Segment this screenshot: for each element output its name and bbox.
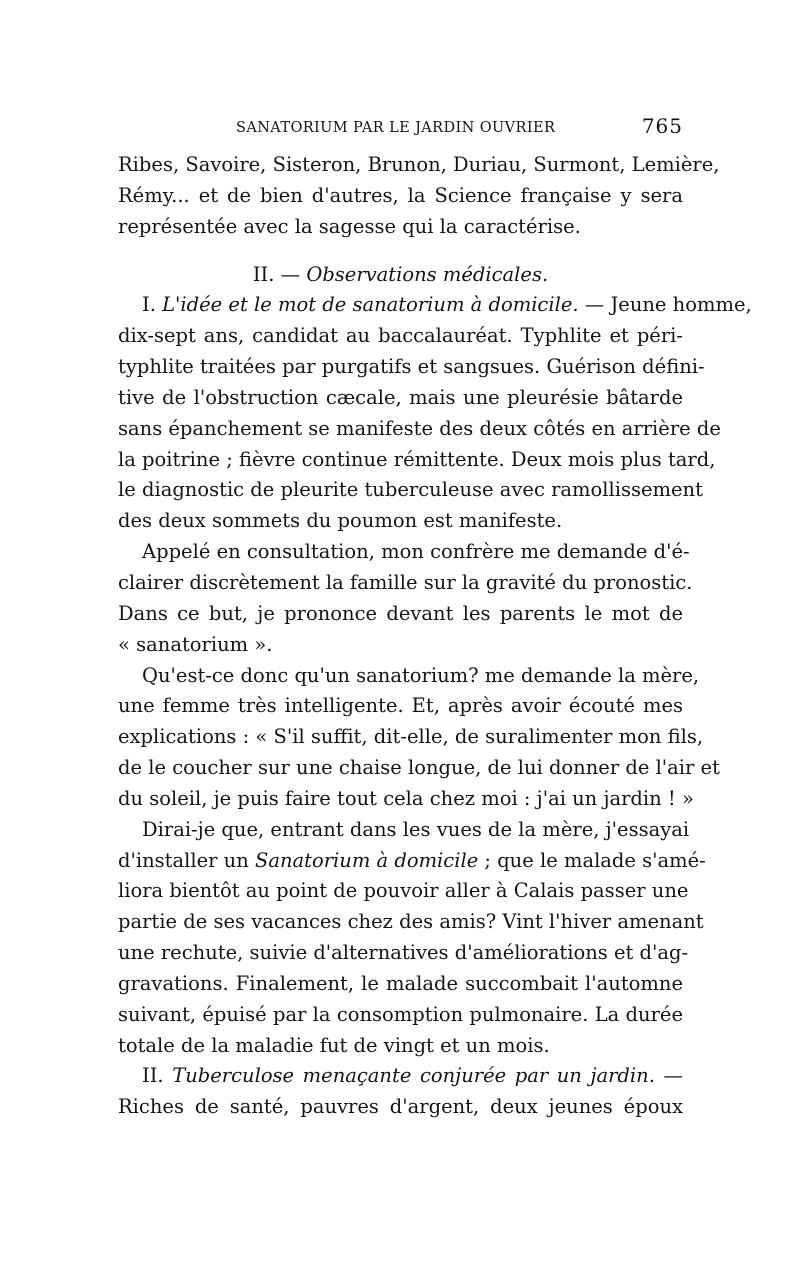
text-line: Dirai-je que, entrant dans les vues de la mère, j'essayai	[142, 817, 690, 841]
text-line: Ribes, Savoire, Sisteron, Brunon, Duriau, Surmont, Lemière,	[118, 153, 720, 176]
text-line: représentée avec la sagesse qui la caractérise.	[118, 214, 581, 238]
italic-phrase: Sanatorium à domicile	[254, 848, 479, 872]
text-line: Dans ce but, je prononce devant les parents le mot de	[118, 601, 683, 625]
text-line: de le coucher sur une chaise longue, de lui donner de l'air et	[118, 756, 720, 780]
text-line: « sanatorium ».	[118, 632, 273, 656]
text-line: une rechute, suivie d'alternatives d'améliorations et d'ag-	[118, 941, 689, 965]
text-line-with-italic	[118, 846, 706, 877]
case-1-title-line	[118, 290, 752, 321]
case-2-title-line	[118, 1061, 683, 1092]
text-line: Appelé en consultation, mon confrère me demande d'é-	[142, 540, 690, 564]
case-number: II.	[142, 1064, 173, 1088]
text-line: suivant, épuisé par la consomption pulmonaire. La durée	[118, 1002, 683, 1026]
text-line: le diagnostic de pleurite tuberculeuse avec ramollissement	[118, 478, 703, 502]
text-line: clairer discrètement la famille sur la gravité du pronostic.	[118, 570, 693, 594]
text-line: des deux sommets du poumon est manifeste.	[118, 509, 563, 533]
text-line: explications : « S'il suffit, dit-elle, de suralimenter mon fils,	[118, 725, 704, 749]
page-number: 765	[641, 114, 683, 138]
text-line: dix-sept ans, candidat au baccalauréat. Typhlite et péri-	[118, 324, 683, 348]
text-line: totale de la maladie fut de vingt et un mois.	[118, 1033, 550, 1057]
text-line: Riches de santé, pauvres d'argent, deux jeunes époux	[118, 1095, 683, 1119]
text-line: la poitrine ; fièvre continue rémittente. Deux mois plus tard,	[118, 447, 716, 471]
text-fragment: —	[654, 1064, 683, 1088]
section-number: II. —	[252, 262, 307, 286]
case-1-title: L'idée et le mot de sanatorium à domicile.	[162, 293, 579, 317]
text-line: partie de ses vacances chez des amis? Vint l'hiver amenant	[118, 910, 704, 934]
text-fragment: — Jeune homme,	[578, 293, 752, 317]
body-text	[118, 150, 752, 1123]
section-title: Observations médicales.	[306, 262, 549, 286]
case-number: I.	[142, 293, 163, 317]
text-line: une femme très intelligente. Et, après avoir écouté mes	[118, 694, 683, 718]
text-line: sans épanchement se manifeste des deux côtés en arrière de	[118, 416, 721, 440]
text-line: Qu'est-ce donc qu'un sanatorium? me demande la mère,	[142, 663, 700, 687]
text-line: liora bientôt au point de pouvoir aller à Calais passer une	[118, 879, 689, 903]
text-line: typhlite traitées par purgatifs et sangsues. Guérison défini-	[118, 355, 705, 379]
page-header	[118, 114, 683, 144]
text-line: tive de l'obstruction cæcale, mais une pleurésie bâtarde	[118, 385, 683, 409]
text-fragment: ; que le malade s'amé-	[478, 848, 706, 872]
text-fragment: d'installer un	[118, 848, 255, 872]
text-line: gravations. Finalement, le malade succombait l'automne	[118, 971, 683, 995]
running-head: SANATORIUM PAR LE JARDIN OUVRIER	[236, 120, 556, 136]
case-2-title: Tuberculose menaçante conjurée par un jardin.	[172, 1064, 655, 1088]
section-heading	[118, 260, 683, 291]
text-line: Rémy... et de bien d'autres, la Science française y sera	[118, 183, 683, 207]
text-line: du soleil, je puis faire tout cela chez moi : j'ai un jardin ! »	[118, 786, 694, 810]
